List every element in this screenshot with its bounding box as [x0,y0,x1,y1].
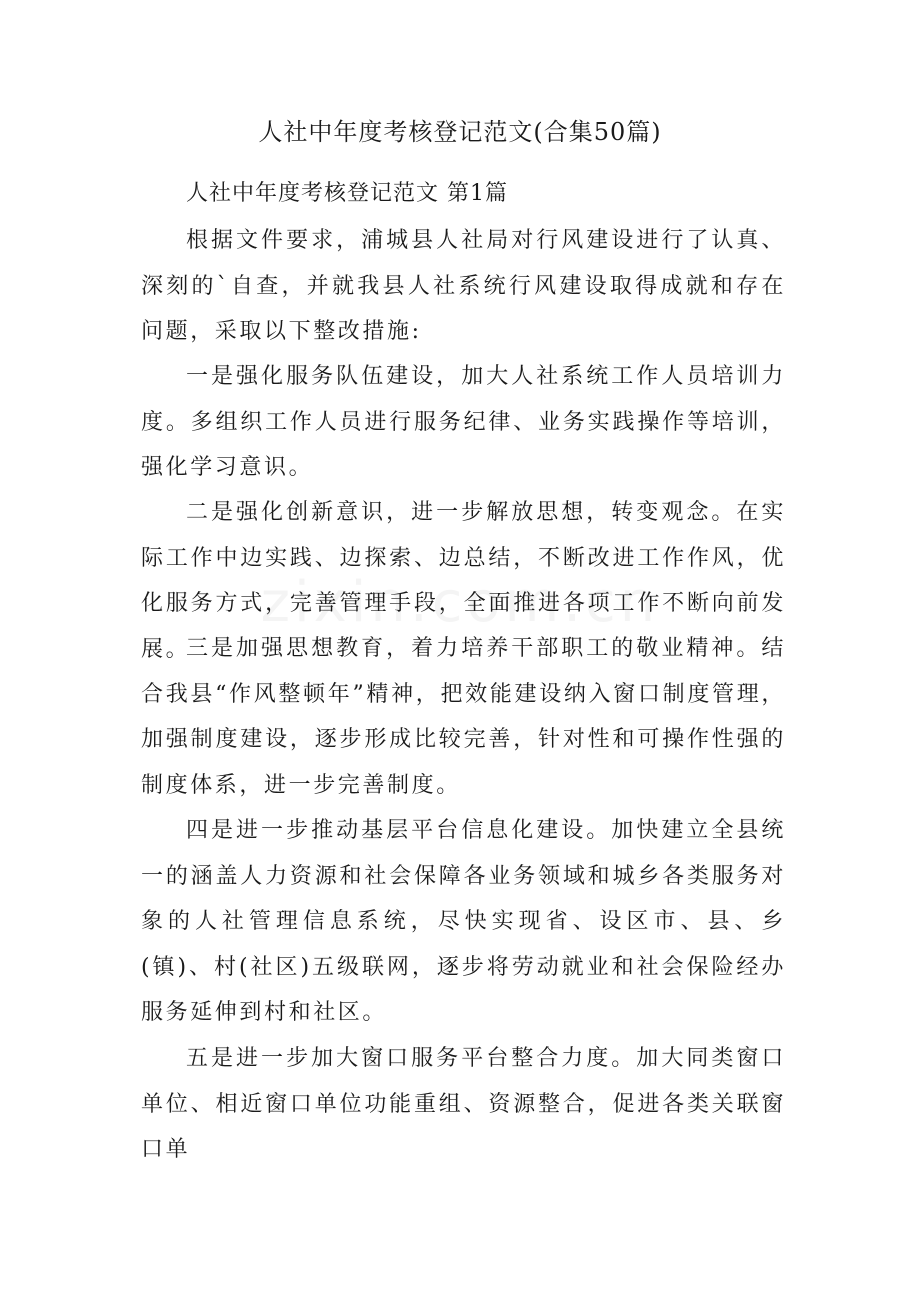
paragraph: 一是强化服务队伍建设，加大人社系统工作人员培训力度。多组织工作人员进行服务纪律、业务实践操作等培训，强化学习意识。 [141,364,786,480]
paragraph: 三是加强思想教育，着力培养干部职工的敬业精神。结合我县“作风整顿年”精神，把效能建设纳入窗口制度管理，加强制度建设，逐步形成比较完善，针对性和可操作性强的制度体系，进一步完善制度。 [141,636,786,798]
paragraph: 二是强化创新意识，进一步解放思想，转变观念。在实际工作中边实践、边探索、边总结，不断改进工作作风，优化服务方式，完善管理手段，全面推进各项工作不断向前发展。 [141,500,786,662]
document-title: 人社中年度考核登记范文(合集50篇) [258,118,662,146]
section-heading: 人社中年度考核登记范文 第1篇 [186,181,508,206]
paragraph: 五是进一步加大窗口服务平台整合力度。加大同类窗口单位、相近窗口单位功能重组、资源整合，促进各类关联窗口单 [141,1046,786,1162]
paragraph: 根据文件要求，浦城县人社局对行风建设进行了认真、深刻的`自查，并就我县人社系统行风建设取得成就和存在问题，采取以下整改措施: [141,228,786,344]
paragraph: 四是进一步推动基层平台信息化建设。加快建立全县统一的涵盖人力资源和社会保障各业务领域和城乡各类服务对象的人社管理信息系统，尽快实现省、设区市、县、乡(镇)、村(社区)五级联网，逐步将劳动就业和社会保险经办服务延伸到村和社区。 [141,818,786,1025]
